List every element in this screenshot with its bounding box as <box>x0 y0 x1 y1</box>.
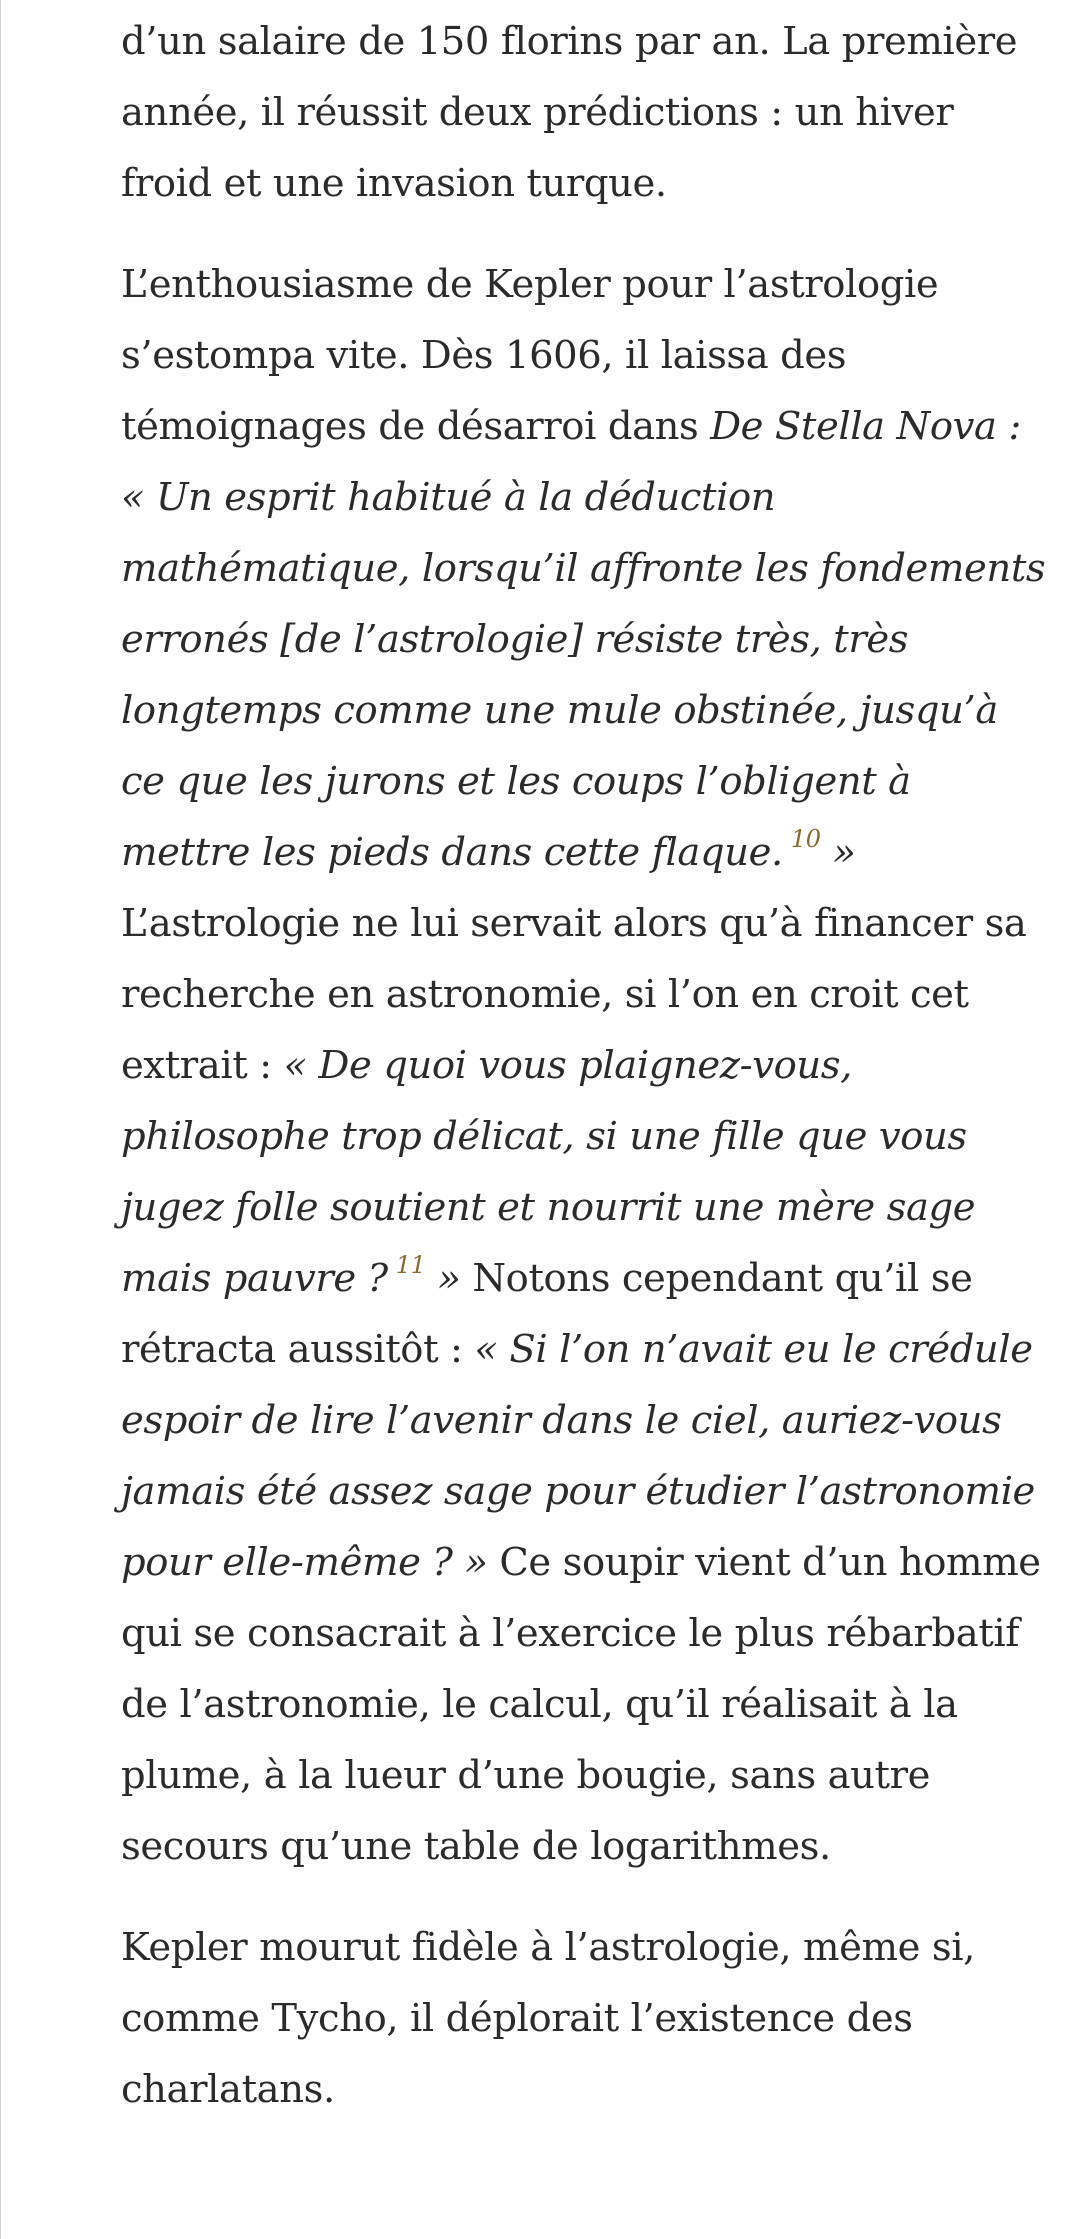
paragraph-finance-text: L’astrologie ne lui servait alors qu’à financer sa recherche en astronomie, si l’on en croit cet extrait : <box>121 901 1027 1088</box>
quote-mule-close: » <box>820 830 856 875</box>
left-border <box>0 0 1 2239</box>
paragraph-salary-line-3: froid et une invasion turque. <box>121 161 667 206</box>
article-body <box>121 0 1046 2125</box>
paragraph-death-text: Kepler mourut fidèle à l’astrologie, même si, comme Tycho, il déplorait l’existence des charlatans. <box>121 1925 975 2112</box>
footnote-ref-10[interactable]: 10 <box>790 825 821 853</box>
paragraph-retract-text: Notons cependant qu’il se rétracta aussitôt : <box>121 1256 973 1372</box>
quote-daughter-close: » <box>425 1256 461 1301</box>
paragraph-salary <box>121 6 1046 219</box>
paragraph-astrology-disillusion <box>121 249 1046 1882</box>
quote-mule: « Un esprit habitué à la déduction mathématique, lorsqu’il affronte les fondements erronés [de l’astrologie] résiste très, très longtemps comme une mule obstinée, jusqu’à ce que les jurons et les coups l’obligent à mettre les pieds dans cette flaque. <box>121 475 1046 875</box>
paragraph-salary-line-1: d’un salaire de 150 florins par an. La première <box>121 19 1018 64</box>
paragraph-death <box>121 1912 1046 2125</box>
quote-daughter: « De quoi vous plaignez-vous, philosophe trop délicat, si une fille que vous jugez folle soutient et nourrit une mère sage mais pauvre ? <box>121 1043 976 1301</box>
paragraph-salary-line-2: année, il réussit deux prédictions : un hiver <box>121 90 954 135</box>
paragraph-intro-text: L’enthousiasme de Kepler pour l’astrologie s’estompa vite. Dès 1606, il laissa des témoignages de désarroi dans <box>121 262 939 449</box>
quote-credulous-hope: « Si l’on n’avait eu le crédule espoir de lire l’avenir dans le ciel, auriez-vous jamais été assez sage pour étudier l’astronomie pour elle-même ? » <box>121 1327 1035 1585</box>
paragraph-sigh-text: Ce soupir vient d’un homme qui se consacrait à l’exercice le plus rébarbatif de l’astronomie, le calcul, qu’il réalisait à la plume, à la lueur d’une bougie, sans autre secours qu’une table de logarithmes. <box>121 1540 1041 1869</box>
book-title: De Stella Nova : <box>710 404 1021 449</box>
footnote-ref-11[interactable]: 11 <box>395 1251 426 1279</box>
